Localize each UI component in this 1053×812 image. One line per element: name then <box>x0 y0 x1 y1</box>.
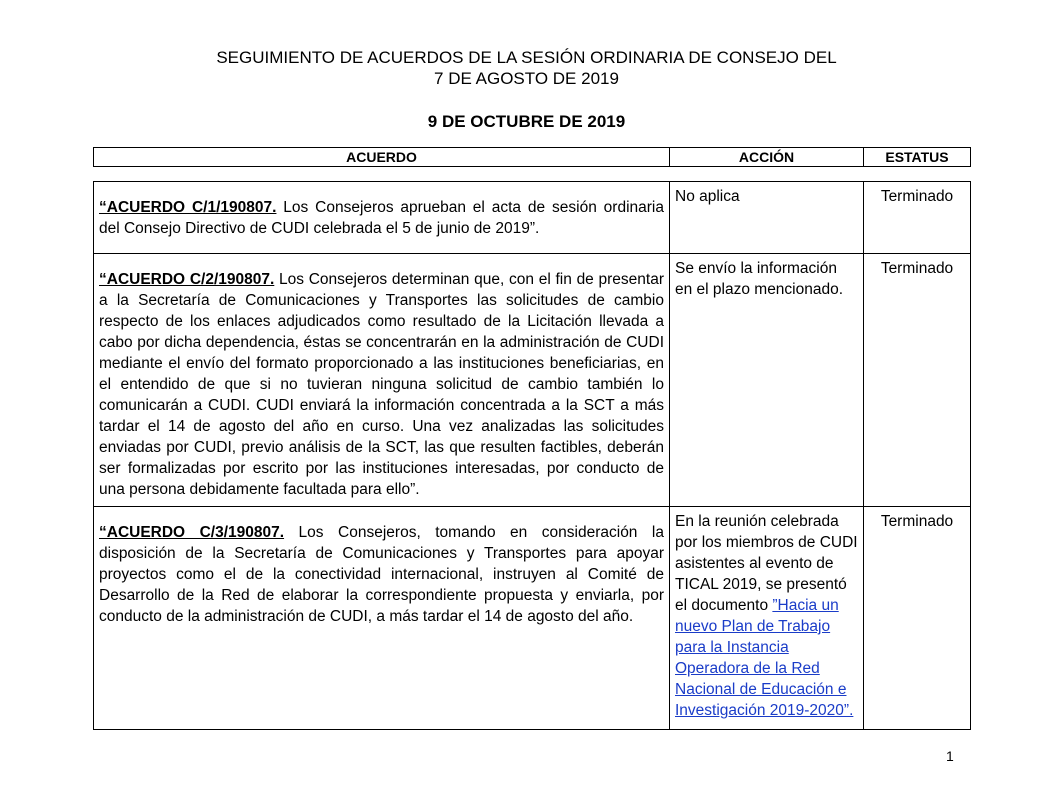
document-date: 9 DE OCTUBRE DE 2019 <box>427 112 626 131</box>
action-cell <box>670 507 864 730</box>
action-text: En la reunión celebrada por los miembros de CUDI asistentes al evento de TICAL 2019, se presentó el documento <box>675 513 858 614</box>
action-text: Se envío la información en el plazo mencionado. <box>675 260 844 298</box>
title-line-1: SEGUIMIENTO DE ACUERDOS DE LA SESIÓN ORDINARIA DE CONSEJO DEL <box>216 48 837 67</box>
agreement-code: “ACUERDO C/1/190807. <box>99 199 277 216</box>
agreement-code: “ACUERDO C/3/190807. <box>99 524 285 541</box>
page-number: 1 <box>946 748 954 764</box>
status-cell <box>864 182 971 254</box>
column-header-table <box>93 147 971 167</box>
title-line-2: 7 DE AGOSTO DE 2019 <box>434 69 619 88</box>
agreement-code: “ACUERDO C/2/190807. <box>99 271 275 288</box>
status-cell <box>864 254 971 507</box>
action-cell <box>670 182 864 254</box>
status-text: Terminado <box>880 188 954 205</box>
agreement-text: Los Consejeros determinan que, con el fin de presentar a la Secretaría de Comunicaciones y Transportes las solicitudes de cambio respecto de los enlaces adjudicados como resultado de la Licitación llevada a cabo por dicha dependencia, éstas se concentrarán en la administración de CUDI mediante el envío del formato proporcionado a las instituciones beneficiarias, en el entendido de que si no tuvieran ninguna solicitud de cambio también lo comunicarán a CUDI. CUDI enviará la información concentrada a la SCT a más tardar el 14 de agosto del año en curso. Una vez analizadas las solicitudes enviadas por CUDI, previo análisis de la SCT, las que resulten factibles, deberán ser formalizadas por escrito por las instituciones interesadas, por conducto de una persona debidamente facultada para ello”. <box>99 271 665 498</box>
table-row <box>94 507 971 730</box>
column-header-estatus: ESTATUS <box>864 148 971 167</box>
agreement-cell <box>94 507 670 730</box>
agreement-cell <box>94 182 670 254</box>
agreement-cell <box>94 254 670 507</box>
action-cell <box>670 254 864 507</box>
document-link[interactable]: ”Hacia un nuevo Plan de Trabajo para la Instancia Operadora de la Red Nacional de Educación e Investigación 2019-2020”. <box>675 597 854 719</box>
agreement-text: Los Consejeros, tomando en consideración la disposición de la Secretaría de Comunicaciones y Transportes para apoyar proyectos como el de la conectividad internacional, instruyen al Comité de Desarrollo de la Red de elaborar la correspondiente propuesta y enviarla, por conducto de la administración de CUDI, a más tardar el 14 de agosto del año. <box>99 524 664 625</box>
column-header-accion: ACCIÓN <box>670 148 864 167</box>
table-row <box>94 182 971 254</box>
agreement-text: Los Consejeros aprueban el acta de sesión ordinaria del Consejo Directivo de CUDI celebrada el 5 de junio de 2019”. <box>99 199 664 237</box>
action-text: No aplica <box>675 188 740 205</box>
agreements-table <box>93 181 971 730</box>
table-row <box>94 254 971 507</box>
status-text: Terminado <box>880 513 954 530</box>
status-text: Terminado <box>880 260 954 277</box>
document-title <box>0 47 1053 89</box>
column-header-acuerdo: ACUERDO <box>94 148 670 167</box>
status-cell <box>864 507 971 730</box>
